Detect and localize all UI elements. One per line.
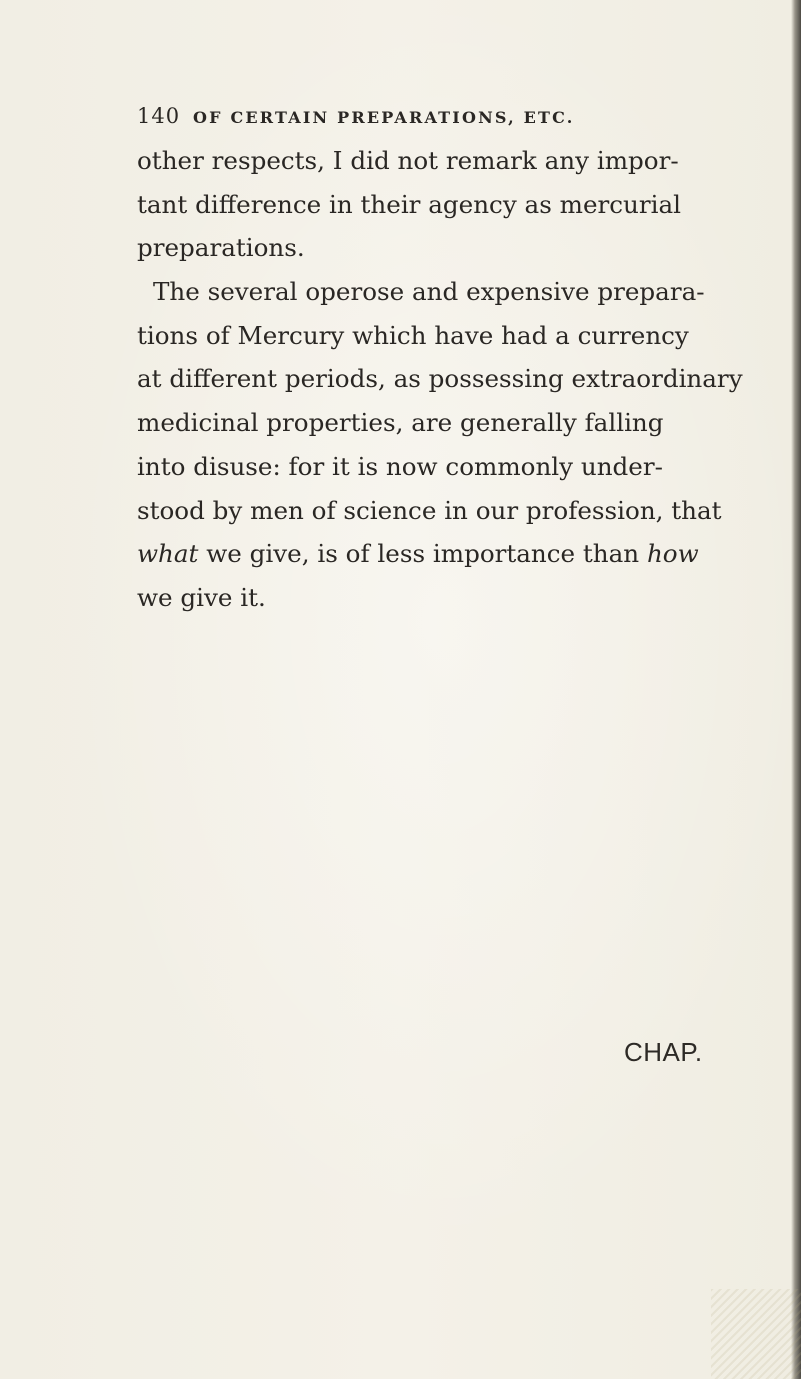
text-line: The several operose and expensive prepara-	[153, 277, 705, 307]
page-edge-shadow	[791, 0, 801, 1379]
text-line: into disuse: for it is now commonly under-	[137, 451, 663, 481]
page-corner-stain	[711, 1289, 801, 1379]
italic-word: how	[646, 539, 699, 569]
text-line: preparations.	[137, 233, 305, 263]
text-line: we give it.	[137, 582, 266, 612]
text-line: tions of Mercury which have had a currency	[137, 320, 689, 350]
running-header	[137, 104, 575, 128]
text-span: we give, is of less importance than	[198, 539, 647, 569]
catchword: CHAP.	[624, 1037, 703, 1067]
running-title: OF CERTAIN PREPARATIONS, ETC.	[193, 108, 575, 127]
text-line: other respects, I did not remark any impor-	[137, 146, 679, 175]
text-line-mixed	[137, 532, 699, 576]
text-line: tant difference in their agency as mercurial	[137, 189, 682, 219]
text-line: medicinal properties, are generally falling	[137, 408, 664, 438]
page-number: 140	[137, 104, 181, 128]
text-line: stood by men of science in our profession, that	[137, 495, 722, 525]
text-line: at different periods, as possessing extraordinary	[137, 364, 743, 394]
body-text	[137, 139, 743, 620]
italic-word: what	[137, 539, 199, 569]
